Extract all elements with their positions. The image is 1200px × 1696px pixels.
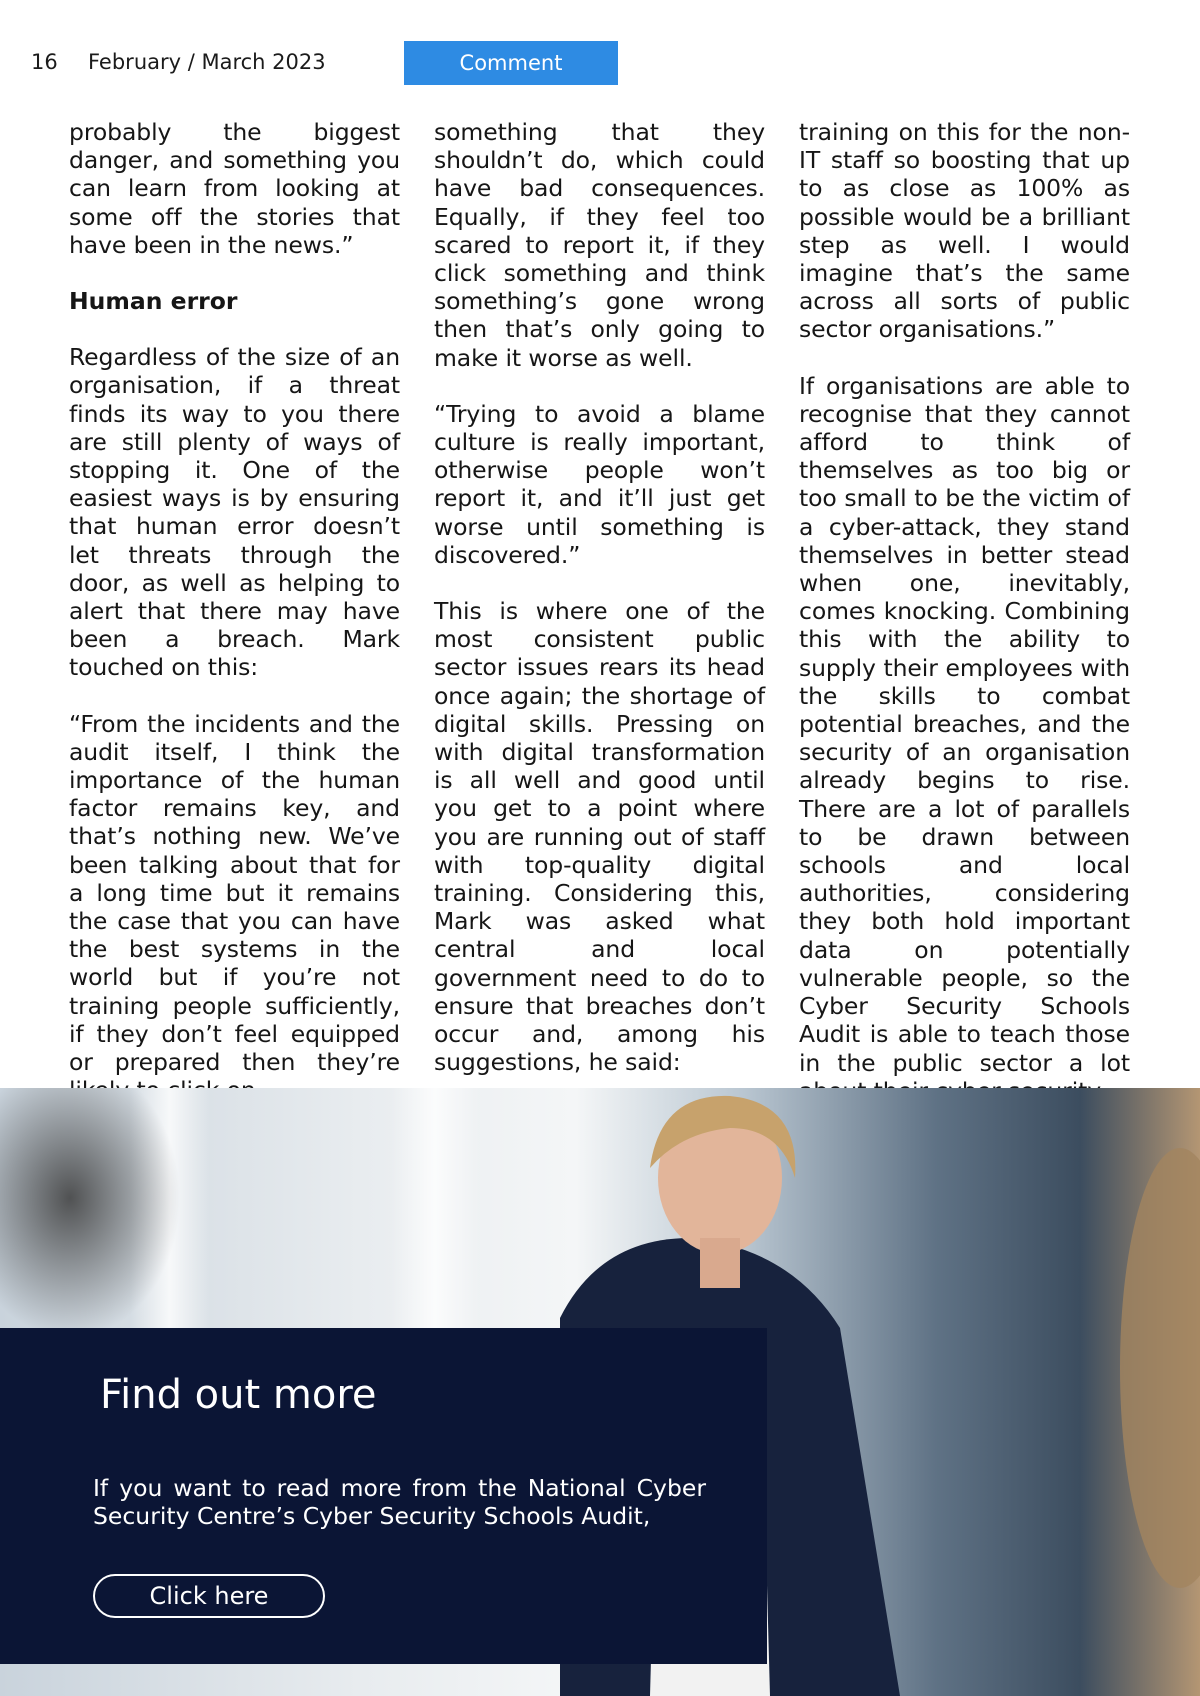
- paragraph: training on this for the non-IT staff so boosting that up to as close as 100% as possible would be a brilliant step as well. I would imagine that’s the same across all sorts of public sector organisations.”: [799, 118, 1130, 344]
- find-out-more-text: If you want to read more from the National Cyber Security Centre’s Cyber Security Schools Audit,: [93, 1474, 706, 1530]
- find-out-more-heading: Find out more: [100, 1372, 377, 1418]
- issue-date: February / March 2023: [88, 50, 326, 74]
- section-tab: Comment: [404, 41, 618, 85]
- article-column-2: [434, 118, 765, 1217]
- paragraph: probably the biggest danger, and something you can learn from looking at some off the stories that have been in the news.”: [69, 118, 400, 259]
- subheading: Human error: [69, 287, 238, 316]
- paragraph: something that they shouldn’t do, which could have bad consequences. Equally, if they feel too scared to report it, if they click something and think something’s gone wrong then that’s only going to make it worse as well.: [434, 118, 765, 372]
- paragraph: This is where one of the most consistent public sector issues rears its head once again; the shortage of digital skills. Pressing on with digital transformation is all well and good until you get to a point where you are running out of staff with top-quality digital training. Considering this, Mark was asked what central and local government need to do to ensure that breaches don’t occur and, among his suggestions, he said:: [434, 597, 765, 1077]
- article-column-3: [799, 118, 1130, 1217]
- article-body: [69, 118, 1130, 1217]
- paragraph: Regardless of the size of an organisation, if a threat finds its way to you there are still plenty of ways of stopping it. One of the easiest ways is by ensuring that human error doesn’t let threats through the door, as well as helping to alert that there may have been a breach. Mark touched on this:: [69, 343, 400, 682]
- paragraph: If organisations are able to recognise that they cannot afford to think of themselves as too big or too small to be the victim of a cyber-attack, they stand themselves in better stead when one, inevitably, comes knocking. Combining this with the ability to supply their employees with the skills to combat potential breaches, and the security of an organisation already begins to rise. There are a lot of parallels to be drawn between schools and local authorities, considering they both hold important data on potentially vulnerable people, so the Cyber Security Schools Audit is able to teach those in the public sector a lot: [799, 371, 1130, 1077]
- find-out-more-panel: [0, 1328, 767, 1664]
- article-column-1: [69, 118, 400, 1217]
- page-number: 16: [31, 50, 58, 74]
- click-here-button[interactable]: Click here: [93, 1574, 325, 1618]
- paragraph: “From the incidents and the audit itself, I think the importance of the human factor remains key, and that’s nothing new. We’ve been talking about that for a long time but it remains the case that you can have the best systems in the world but if you’re not training people sufficiently, if they don’t feel equipped or prepared then they’re: [69, 709, 400, 1077]
- page-header: [0, 0, 1200, 100]
- paragraph: “Trying to avoid a blame culture is really important, otherwise people won’t report it, and it’ll just get worse until something is discovered.”: [434, 399, 765, 569]
